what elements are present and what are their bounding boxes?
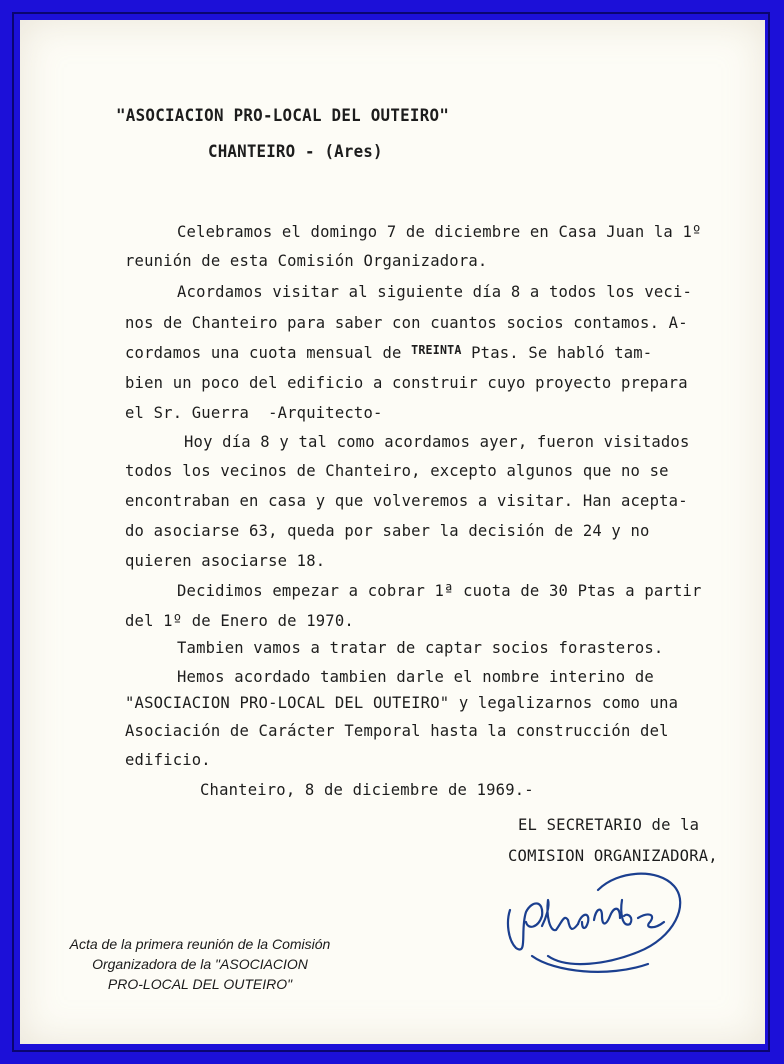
body-line: nos de Chanteiro para saber con cuantos socios contamos. A- <box>125 313 688 332</box>
body-line: bien un poco del edificio a construir cuyo proyecto prepara <box>125 373 688 392</box>
caption-line: Acta de la primera reunión de la Comisión <box>69 936 331 952</box>
body-line: Decidimos empezar a cobrar 1ª cuota de 30 Ptas a partir <box>177 581 702 600</box>
image-caption <box>30 934 370 994</box>
body-line: Acordamos visitar al siguiente día 8 a todos los veci- <box>177 282 693 301</box>
closing-date: Chanteiro, 8 de diciembre de 1969.- <box>200 780 534 799</box>
body-line: reunión de esta Comisión Organizadora. <box>125 251 488 270</box>
body-line: quieren asociarse 18. <box>125 551 326 570</box>
body-line: Hemos acordado tambien darle el nombre interino de <box>177 667 654 686</box>
body-line: todos los vecinos de Chanteiro, excepto algunos que no se <box>125 461 669 480</box>
body-line: Hoy día 8 y tal como acordamos ayer, fueron visitados <box>184 432 690 451</box>
caption-line: PRO-LOCAL DEL OUTEIRO" <box>107 976 293 992</box>
body-line-quota-end: Ptas. Se habló tam- <box>471 343 653 362</box>
body-line: edificio. <box>125 750 211 769</box>
body-line: do asociarse 63, queda por saber la decisión de 24 y no <box>125 521 650 540</box>
document-header-title: "ASOCIACION PRO-LOCAL DEL OUTEIRO" <box>116 106 450 126</box>
body-line: encontraban en casa y que volveremos a visitar. Han acepta- <box>125 491 688 510</box>
body-line: Tambien vamos a tratar de captar socios forasteros. <box>177 638 664 657</box>
handwritten-signature <box>498 860 698 990</box>
signer-title: EL SECRETARIO de la <box>518 815 700 834</box>
body-line-quota-start: cordamos una cuota mensual de <box>125 343 402 362</box>
body-line: del 1º de Enero de 1970. <box>125 611 354 630</box>
document-header-location: CHANTEIRO - (Ares) <box>208 142 383 162</box>
body-line: el Sr. Guerra -Arquitecto- <box>125 403 383 422</box>
handwritten-amount: TREINTA <box>411 343 462 357</box>
caption-line: Organizadora de la "ASOCIACION <box>92 956 308 972</box>
signer-committee: COMISION ORGANIZADORA, <box>508 846 718 865</box>
body-line-quota <box>125 343 652 362</box>
document-page <box>20 20 765 1044</box>
body-line: Celebramos el domingo 7 de diciembre en Casa Juan la 1º <box>177 222 702 241</box>
body-line: "ASOCIACION PRO-LOCAL DEL OUTEIRO" y legalizarnos como una <box>125 693 679 712</box>
body-line: Asociación de Carácter Temporal hasta la construcción del <box>125 721 669 740</box>
